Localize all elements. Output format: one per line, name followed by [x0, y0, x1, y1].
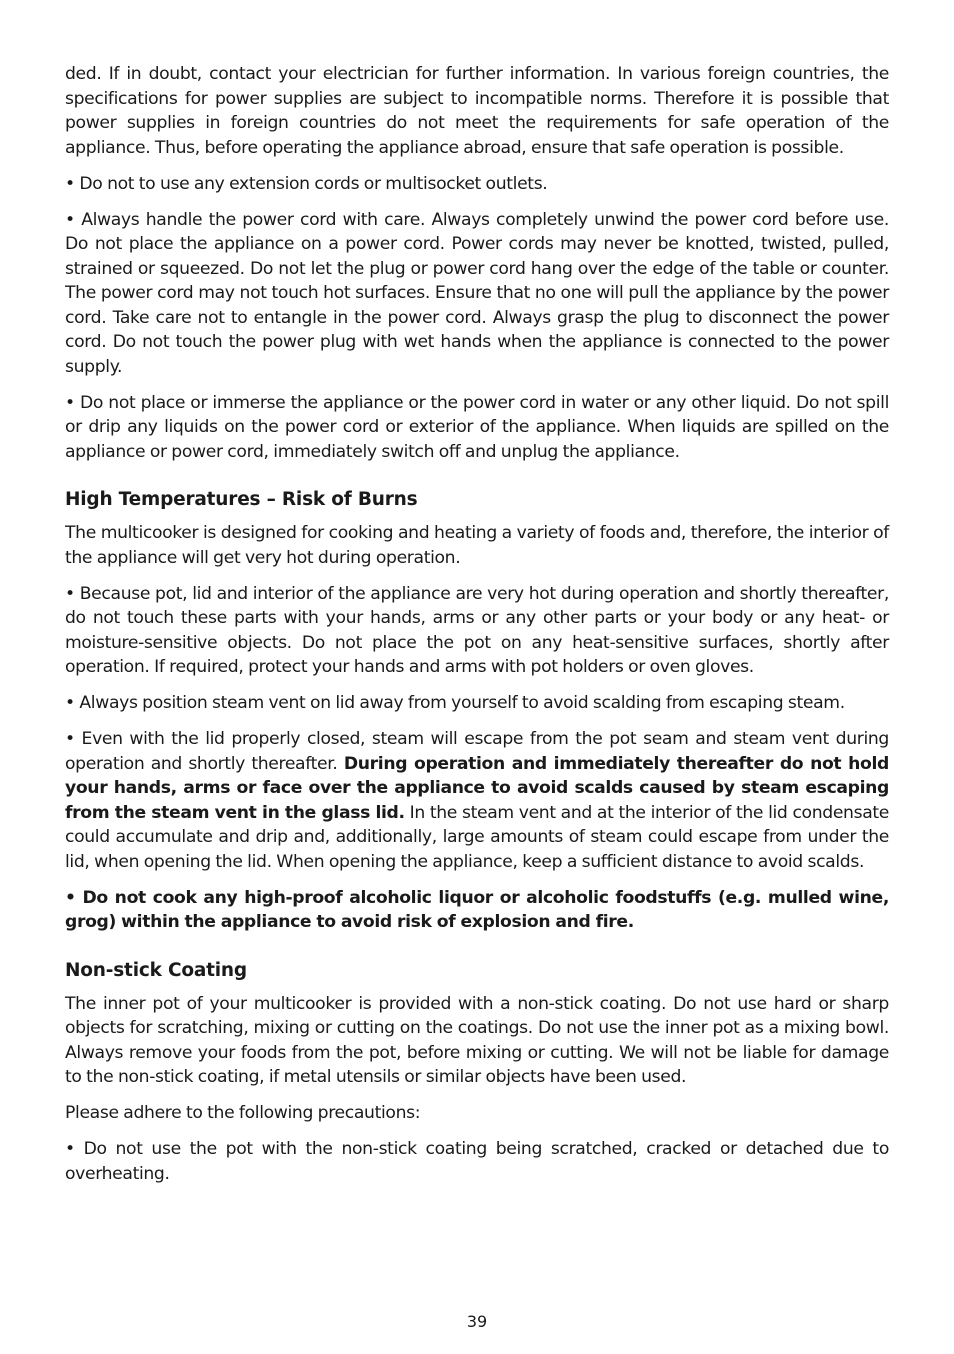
page-number: 39: [466, 1312, 488, 1331]
non-stick-intro: The inner pot of your multicooker is provided with a non-stick coating. Do not use hard or sharp objects for scratching, mixing or cutting on the coatings. Do not use the inner pot as a mixing bowl. Always remove your foods from the pot, before mixing or cutting. We will not be liable for damage to the non-stick coating, if metal utensils or similar objects have been used.: [65, 993, 889, 1087]
high-temperatures-section: [65, 488, 889, 935]
bullet-damaged-pot: • Do not use the pot with the non-stick coating being scratched, cracked or detached due to overheating.: [65, 1139, 889, 1184]
power-supply-section: [65, 62, 889, 464]
section-heading-high-temperatures: High Temperatures – Risk of Burns: [65, 489, 418, 510]
bullet-extension-cords: • Do not to use any extension cords or multisocket outlets.: [65, 173, 548, 194]
non-stick-section: [65, 959, 889, 1187]
bullet-power-cord-care: • Always handle the power cord with care. Always completely unwind the power cord before use. Do not place the appliance on a power cord. Power cords may never be knotted, twisted, pulled, strained or squeezed. Do not let the plug or power cord hang over the edge of the table or counter. The power cord may not touch hot surfaces. Ensure that no one will pull the appliance by the power cord. Take care not to entangle in the power cord. Always grasp the plug to disconnect the power cord. Do not touch the power plug with wet hands when the appliance is connected to the power supply.: [65, 209, 889, 377]
high-temp-intro: The multicooker is designed for cooking and heating a variety of foods and, therefore, the interior of the appliance will get very hot during operation.: [65, 523, 889, 568]
bullet-steam-vent-position: • Always position steam vent on lid away from yourself to avoid scalding from escaping steam.: [65, 693, 845, 713]
bullet-water-liquids: • Do not place or immerse the appliance or the power cord in water or any other liquid. Do not spill or drip any liquids on the power cord or exterior of the appliance. When liquids are spilled on the appliance or power cord, immediately switch off and unplug the appliance.: [65, 392, 889, 462]
section-heading-non-stick: Non-stick Coating: [65, 959, 247, 981]
steam-escape-warning-bold: During operation and immediately thereafter do not hold your hands, arms or face over the appliance to avoid scalds caused by steam escaping from the steam vent in the glass lid.: [65, 753, 889, 823]
steam-escape-text-end: In the steam vent and at the interior of the lid condensate could accumulate and drip and, additionally, large amounts of steam could escape from under the lid, when opening the lid. When opening the appliance, keep a sufficient distance to avoid scalds.: [65, 802, 889, 872]
intro-paragraph: ded. If in doubt, contact your electrician for further information. In various foreign countries, the specifications for power supplies are subject to incompatible norms. Therefore it is possible that power supplies in foreign countries do not meet the requirements for safe operation of the appliance. Thus, before operating the appliance abroad, ensure that safe operation is possible.: [65, 64, 889, 158]
steam-escape-text-start: • Even with the lid properly closed, steam will escape from the pot seam and steam vent during operation and shortly thereafter.: [65, 729, 889, 774]
manual-page: [65, 62, 889, 1198]
bullet-alcohol-warning: • Do not cook any high-proof alcoholic liquor or alcoholic foodstuffs (e.g. mulled wine, grog) within the appliance to avoid risk of explosion and fire.: [65, 887, 889, 932]
bullet-steam-escape: [65, 727, 889, 874]
bullet-hot-parts: • Because pot, lid and interior of the appliance are very hot during operation and shortly thereafter, do not touch these parts with your hands, arms or any other parts or your body or any heat- or moisture-sensitive objects. Do not place the pot on any heat-sensitive surfaces, shortly after operation. If required, protect your hands and arms with pot holders or oven gloves.: [65, 583, 889, 677]
precautions-lead: Please adhere to the following precautions:: [65, 1103, 421, 1123]
